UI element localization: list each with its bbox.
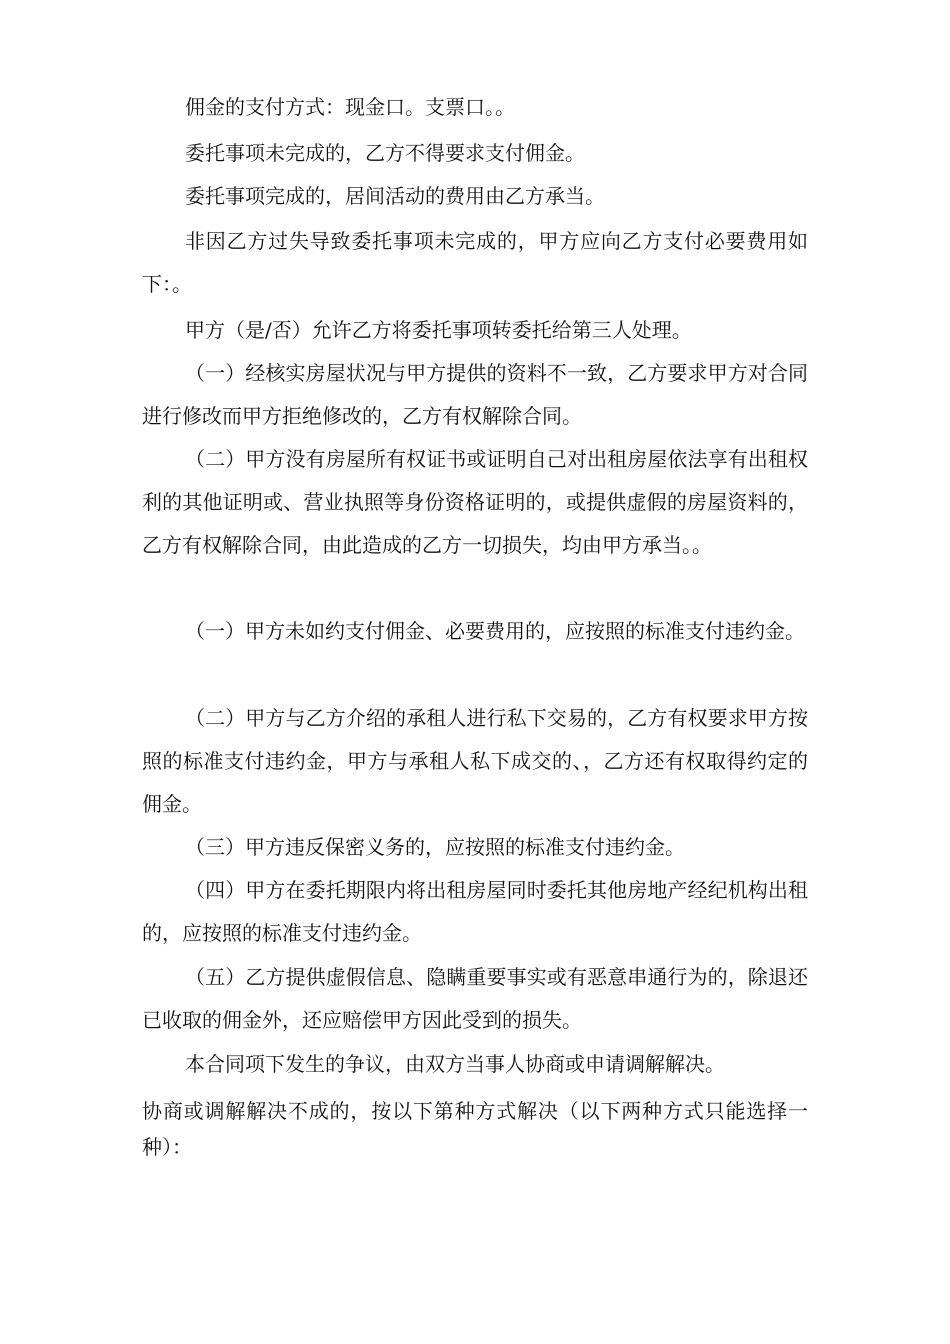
paragraph-necessary-expenses: 非因乙方过失导致委托事项未完成的，甲方应向乙方支付必要费用如下：。 [142, 229, 808, 296]
paragraph-dispute: 本合同项下发生的争议，由双方当事人协商或申请调解解决。 [185, 1052, 725, 1076]
paragraph-breach-1: （一）甲方未如约支付佣金、必要费用的，应按照的标准支付违约金。 [185, 619, 805, 643]
paragraph-no-commission: 委托事项未完成的，乙方不得要求支付佣金。 [185, 141, 585, 165]
paragraph-dispute-resolution: 协商或调解解决不成的，按以下第种方式解决（以下两种方式只能选择一种）： [142, 1099, 808, 1159]
paragraph-payment-method: 佣金的支付方式：现金口。支票口。。 [185, 95, 515, 119]
paragraph-termination-2: （二）甲方没有房屋所有权证书或证明自己对出租房屋依法享有出租权利的其他证明或、营业执照等身份资格证明的，或提供虚假的房屋资料的，乙方有权解除合同，由此造成的乙方一切损失，均由甲方承当。。 [142, 447, 808, 557]
paragraph-breach-4: （四）甲方在委托期限内将出租房屋同时委托其他房地产经纪机构出租的，应按照的标准支付违约金。 [142, 878, 808, 945]
paragraph-breach-2: （二）甲方与乙方介绍的承租人进行私下交易的，乙方有权要求甲方按照的标准支付违约金，甲方与承租人私下成交的、，乙方还有权取得约定的佣金。 [142, 706, 808, 816]
paragraph-breach-3: （三）甲方违反保密义务的，应按照的标准支付违约金。 [185, 835, 685, 859]
paragraph-subcontract: 甲方（是/否）允许乙方将委托事项转委托给第三人处理。 [185, 318, 692, 342]
paragraph-expenses-borne: 委托事项完成的，居间活动的费用由乙方承当。 [185, 184, 605, 208]
paragraph-breach-5: （五）乙方提供虚假信息、隐瞒重要事实或有恶意串通行为的，除退还已收取的佣金外，还应赔偿甲方因此受到的损失。 [142, 965, 808, 1032]
paragraph-termination-1: （一）经核实房屋状况与甲方提供的资料不一致，乙方要求甲方对合同进行修改而甲方拒绝修改的，乙方有权解除合同。 [142, 361, 808, 428]
